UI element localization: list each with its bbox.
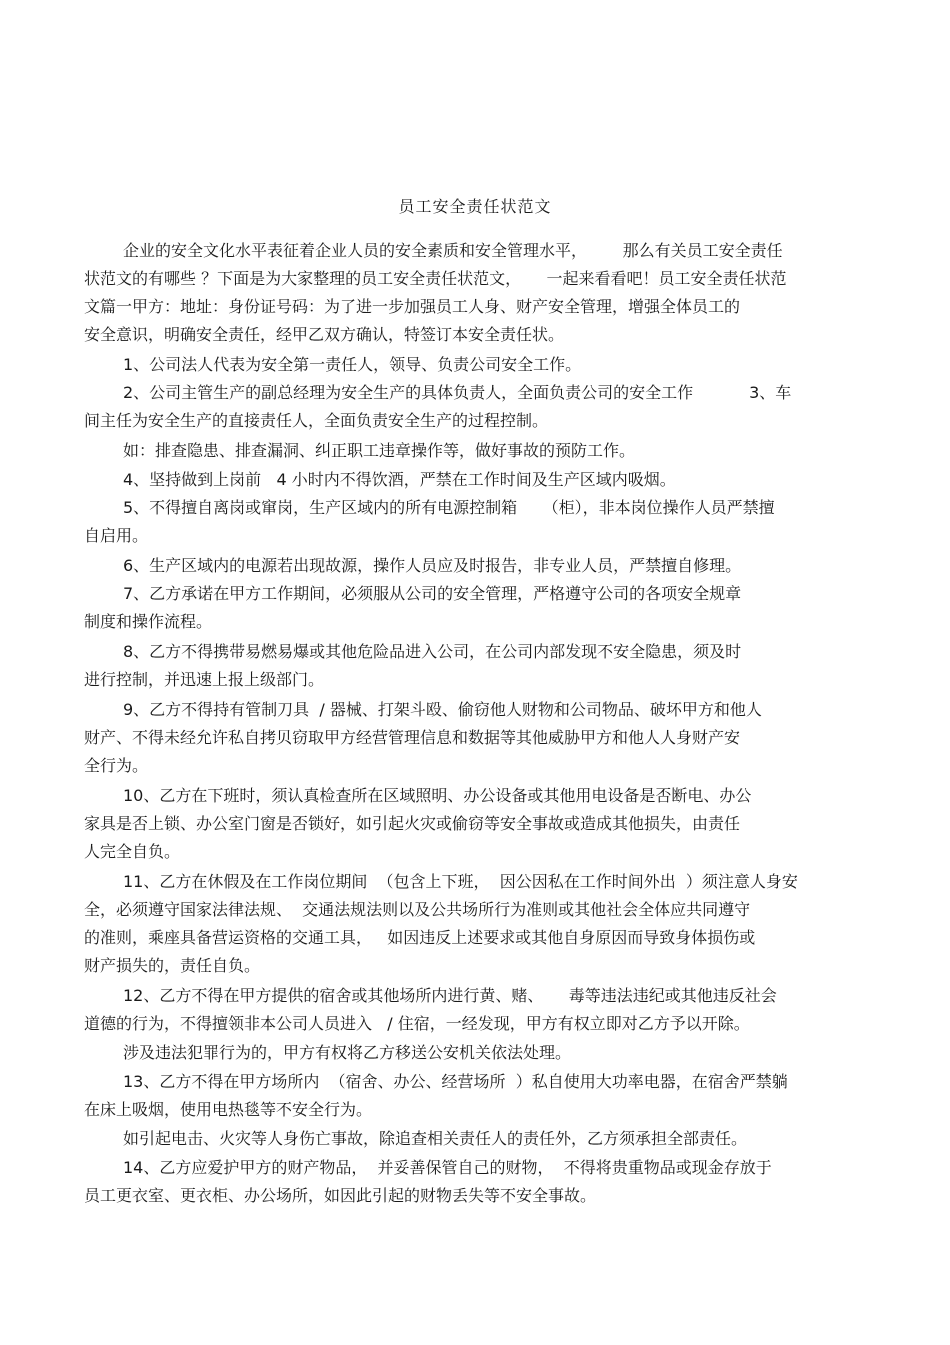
text-line-2: 状范文的有哪些 ？下面是为大家整理的员工安全责任状范文， 一起来看看吧！员工安全责任状范 — [84, 269, 787, 288]
text-line-20: 10、乙方在下班时，须认真检查所在区域照明、办公设备或其他用电设备是否断电、办公 — [123, 786, 752, 805]
document-title: 员工安全责任状范文 — [398, 197, 552, 216]
text-line-34: 员工更衣室、更衣柜、办公场所，如因此引起的财物丢失等不安全事故。 — [84, 1186, 597, 1205]
text-line-30: 13、乙方不得在甲方场所内 （宿舍、办公、经营场所 ）私自使用大功率电器，在宿舍严禁躺 — [123, 1072, 788, 1091]
text-line-15: 8、乙方不得携带易燃易爆或其他危险品进入公司，在公司内部发现不安全隐患，须及时 — [123, 642, 742, 661]
text-line-14: 制度和操作流程。 — [84, 612, 213, 631]
text-line-16: 进行控制，并迅速上报上级部门。 — [84, 670, 325, 689]
text-line-22: 人完全自负。 — [84, 842, 181, 861]
text-line-13: 7、乙方承诺在甲方工作期间，必须服从公司的安全管理，严格遵守公司的各项安全规章 — [123, 584, 742, 603]
text-line-4: 安全意识，明确安全责任，经甲乙双方确认，特签订本安全责任状。 — [84, 325, 565, 344]
text-line-3: 文篇一甲方：地址：身份证号码：为了进一步加强员工人身、财产安全管理，增强全体员工的 — [84, 297, 741, 316]
text-line-32: 如引起电击、火灾等人身伤亡事故，除追查相关责任人的责任外，乙方须承担全部责任。 — [123, 1129, 748, 1148]
text-line-7: 间主任为安全生产的直接责任人，全面负责安全生产的过程控制。 — [84, 411, 549, 430]
text-line-25: 的准则，乘座具备营运资格的交通工具， 如因违反上述要求或其他自身原因而导致身体损伤或 — [84, 928, 756, 947]
text-line-9: 4、坚持做到上岗前 4 小时内不得饮酒，严禁在工作时间及生产区域内吸烟。 — [123, 470, 676, 489]
text-line-10: 5、不得擅自离岗或窜岗，生产区域内的所有电源控制箱 （柜），非本岗位操作人员严禁擅 — [123, 498, 775, 517]
text-line-28: 道德的行为，不得擅领非本公司人员进入 / 住宿，一经发现，甲方有权立即对乙方予以开除。 — [84, 1014, 750, 1033]
text-line-19: 全行为。 — [84, 756, 149, 775]
text-line-17: 9、乙方不得持有管制刀具 / 器械、打架斗殴、偷窃他人财物和公司物品、破坏甲方和他人 — [123, 700, 762, 719]
text-line-26: 财产损失的，责任自负。 — [84, 956, 261, 975]
text-line-18: 财产、不得未经允许私自拷贝窃取甲方经营管理信息和数据等其他威胁甲方和他人人身财产安 — [84, 728, 741, 747]
text-line-33: 14、乙方应爱护甲方的财产物品， 并妥善保管自己的财物， 不得将贵重物品或现金存放于 — [123, 1158, 772, 1177]
text-line-29: 涉及违法犯罪行为的，甲方有权将乙方移送公安机关依法处理。 — [123, 1043, 572, 1062]
text-line-11: 自启用。 — [84, 526, 149, 545]
text-line-6: 2、公司主管生产的副总经理为安全生产的具体负责人，全面负责公司的安全工作 3、车 — [123, 383, 792, 402]
text-line-24: 全，必须遵守国家法律法规、 交通法规法则以及公共场所行为准则或其他社会全体应共同遵守 — [84, 900, 751, 919]
text-line-23: 11、乙方在休假及在工作岗位期间 （包含上下班， 因公因私在工作时间外出 ）须注意人身安 — [123, 872, 798, 891]
text-line-1: 企业的安全文化水平表征着企业人员的安全素质和安全管理水平， 那么有关员工安全责任 — [123, 241, 783, 260]
text-line-21: 家具是否上锁、办公室门窗是否锁好，如引起火灾或偷窃等安全事故或造成其他损失，由责任 — [84, 814, 741, 833]
text-line-27: 12、乙方不得在甲方提供的宿舍或其他场所内进行黄、赌、 毒等违法违纪或其他违反社会 — [123, 986, 777, 1005]
text-line-31: 在床上吸烟，使用电热毯等不安全行为。 — [84, 1100, 373, 1119]
text-line-5: 1、公司法人代表为安全第一责任人，领导、负责公司安全工作。 — [123, 355, 582, 374]
text-line-8: 如：排查隐患、排查漏洞、纠正职工违章操作等，做好事故的预防工作。 — [123, 441, 636, 460]
text-line-12: 6、生产区域内的电源若出现故源，操作人员应及时报告，非专业人员，严禁擅自修理。 — [123, 556, 742, 575]
